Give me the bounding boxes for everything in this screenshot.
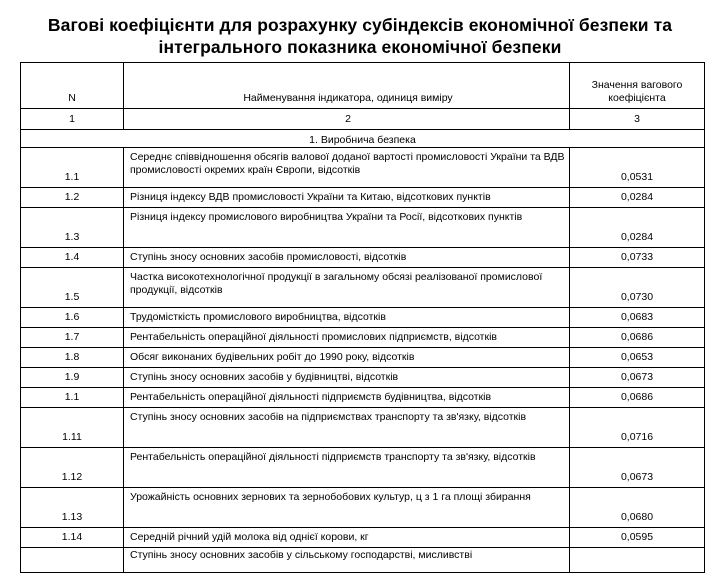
- column-number: 1: [21, 109, 124, 130]
- row-number: 1.13: [21, 488, 124, 528]
- column-number-row: [21, 109, 705, 130]
- section-title: 1. Виробнича безпека: [21, 130, 705, 148]
- row-value: 0,0284: [570, 208, 705, 248]
- page-title: [0, 14, 720, 58]
- row-indicator: Обсяг виконаних будівельних робіт до 1990 року, відсотків: [124, 348, 570, 368]
- row-indicator: Різниця індексу промислового виробництва України та Росії, відсоткових пунктів: [124, 208, 570, 248]
- table-row: [21, 488, 705, 528]
- row-indicator: Ступінь зносу основних засобів у сільському господарстві, мисливстві: [124, 548, 570, 573]
- row-number: 1.5: [21, 268, 124, 308]
- table-row: [21, 328, 705, 348]
- table-row: [21, 448, 705, 488]
- row-number: 1.9: [21, 368, 124, 388]
- row-indicator: Частка високотехнологічної продукції в загальному обсязі реалізованої промислової продукції, відсотків: [124, 268, 570, 308]
- row-value: 0,0673: [570, 368, 705, 388]
- row-indicator: Рентабельність операційної діяльності підприємств транспорту та зв'язку, відсотків: [124, 448, 570, 488]
- title-line-2: інтегрального показника економічної безпеки: [158, 37, 562, 57]
- section-row: [21, 130, 705, 148]
- column-number: 2: [124, 109, 570, 130]
- row-value: 0,0531: [570, 148, 705, 188]
- table-row: [21, 528, 705, 548]
- row-number: 1.2: [21, 188, 124, 208]
- row-indicator: Ступінь зносу основних засобів у будівництві, відсотків: [124, 368, 570, 388]
- row-number: 1.14: [21, 528, 124, 548]
- row-value: 0,0686: [570, 388, 705, 408]
- row-value: 0,0730: [570, 268, 705, 308]
- row-value: 0,0686: [570, 328, 705, 348]
- row-value: 0,0653: [570, 348, 705, 368]
- table-header-row: [21, 63, 705, 109]
- table-row: [21, 388, 705, 408]
- table-row: [21, 368, 705, 388]
- row-indicator: Середнє співвідношення обсягів валової доданої вартості промисловості України та ВДВ промисловості окремих країн Європи, відсотків: [124, 148, 570, 188]
- row-number: 1.8: [21, 348, 124, 368]
- row-number: 1.6: [21, 308, 124, 328]
- table-row: [21, 208, 705, 248]
- row-value: 0,0284: [570, 188, 705, 208]
- row-indicator: Рентабельність операційної діяльності промислових підприємств, відсотків: [124, 328, 570, 348]
- table-row: [21, 308, 705, 328]
- table-row: [21, 248, 705, 268]
- row-indicator: Ступінь зносу основних засобів на підприємствах транспорту та зв'язку, відсотків: [124, 408, 570, 448]
- row-number: 1.1: [21, 148, 124, 188]
- row-number: 1.4: [21, 248, 124, 268]
- table-row: [21, 268, 705, 308]
- row-value: 0,0595: [570, 528, 705, 548]
- header-weight-value: Значення вагового коефіцієнта: [570, 63, 705, 109]
- row-indicator: Різниця індексу ВДВ промисловості України та Китаю, відсоткових пунктів: [124, 188, 570, 208]
- row-value: 0,0733: [570, 248, 705, 268]
- row-number: 1.12: [21, 448, 124, 488]
- row-number: [21, 548, 124, 573]
- coefficients-table: [20, 62, 705, 573]
- row-number: 1.11: [21, 408, 124, 448]
- title-line-1: Вагові коефіцієнти для розрахунку субіндексів економічної безпеки та: [47, 15, 673, 35]
- table-row: [21, 188, 705, 208]
- row-indicator: Ступінь зносу основних засобів промисловості, відсотків: [124, 248, 570, 268]
- header-indicator-name: Найменування індикатора, одиниця виміру: [124, 63, 570, 109]
- table-row: [21, 148, 705, 188]
- row-value: 0,0716: [570, 408, 705, 448]
- row-value: 0,0673: [570, 448, 705, 488]
- row-indicator: Середній річний удій молока від однієї корови, кг: [124, 528, 570, 548]
- row-indicator: Рентабельність операційної діяльності підприємств будівництва, відсотків: [124, 388, 570, 408]
- table-row: [21, 548, 705, 573]
- row-value: 0,0680: [570, 488, 705, 528]
- row-indicator: Трудомісткість промислового виробництва, відсотків: [124, 308, 570, 328]
- row-value: [570, 548, 705, 573]
- header-number: N: [21, 63, 124, 109]
- row-number: 1.7: [21, 328, 124, 348]
- table-row: [21, 408, 705, 448]
- table-row: [21, 348, 705, 368]
- row-indicator: Урожайність основних зернових та зернобобових культур, ц з 1 га площі збирання: [124, 488, 570, 528]
- column-number: 3: [570, 109, 705, 130]
- row-value: 0,0683: [570, 308, 705, 328]
- row-number: 1.1: [21, 388, 124, 408]
- row-number: 1.3: [21, 208, 124, 248]
